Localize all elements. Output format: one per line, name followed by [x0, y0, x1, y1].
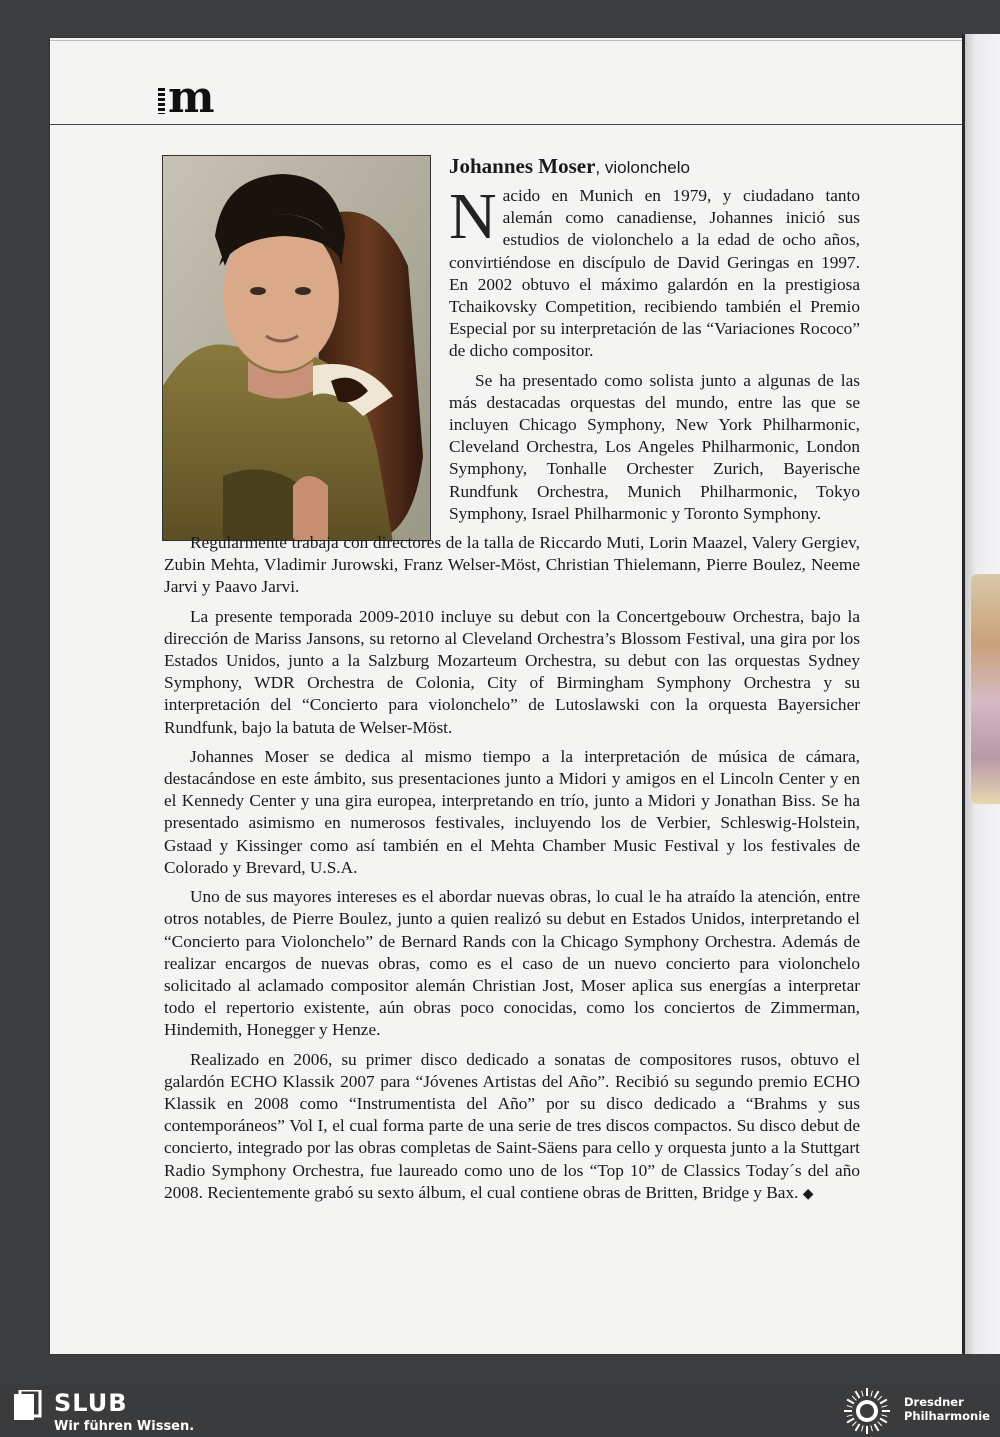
partner-name-line2: Philharmonie	[904, 1409, 990, 1423]
next-page-edge	[962, 34, 1000, 1354]
drop-cap: N	[449, 180, 497, 253]
slub-book-icon[interactable]	[12, 1390, 42, 1424]
intro-paragraph	[449, 180, 860, 363]
artist-name: Johannes Moser	[449, 154, 596, 178]
next-page-image	[971, 574, 1000, 804]
partner-name-line1: Dresdner	[904, 1395, 964, 1409]
logo-mark: m	[168, 72, 214, 123]
slub-name[interactable]: SLUB	[54, 1389, 128, 1417]
header-rule	[50, 124, 962, 125]
page-top-line	[50, 40, 962, 41]
artist-role: , violonchelo	[595, 158, 690, 177]
dresdner-philharmonie-sun-icon[interactable]	[842, 1387, 892, 1435]
paragraph-7-text: Realizado en 2006, su primer disco dedicado a sonatas de compositores rusos, obtuvo el galardón ECHO Klassik 2007 para “Jóvenes Artistas del Año”. Recibió su segundo premio ECHO Klassik en 2008 como “Instrumentista del Año” por su disco dedicado a “Brahms y sus contemporáneos” Vol I, el cual forma parte de una serie de tres discos compactos. Su disco debut de concierto, integrado por las obras completas de Saint-Säens para cello y orquesta junto a la Stuttgart Radio Symphony Orchestra, fue laureado como uno de los “Top 10” de Classics Today´s del año 2008. Recientemente grabó su sexto álbum, el cual contiene obras de Britten, Bridge y Bax.	[164, 1049, 860, 1202]
paragraph-5: Johannes Moser se dedica al mismo tiempo a la interpretación de música de cámara, destacándose en este ámbito, sus presentaciones junto a Midori y amigos en el Lincoln Center y en el Kennedy Center y una gira europea, interpretando en trío, junto a Midori y Jonathan Biss. Se ha presentado asimismo en numerosos festivales, incluyendo los de Verbier, Schleswig-Holstein, Gstaad y Kissinger como así también en el Mehta Chamber Music Festival y los festivales de Colorado y Brevard, U.S.A.	[164, 746, 860, 877]
partner-name[interactable]	[904, 1395, 990, 1423]
photo-side-column	[449, 180, 860, 525]
logo-bars-icon	[158, 88, 165, 114]
slub-tagline: Wir führen Wissen.	[54, 1419, 195, 1434]
article-heading	[449, 153, 860, 181]
paragraph-7	[164, 1049, 860, 1206]
paragraph-6: Uno de sus mayores intereses es el abordar nuevas obras, lo cual le ha atraído la atención, entre otros notables, de Pierre Boulez, junto a quien realizó su debut en Estados Unidos, interpretando el “Concierto para Violonchelo” de Bernard Rands con la Chicago Symphony Orchestra. Además de realizar encargos de nuevas obras, como es el caso de un nuevo concierto para violonchelo solicitado al aclamado compositor alemán Christian Jost, Moser aplica sus energías a interpretar todo el repertorio existente, aún obras poco conocidas, como los conciertos de Zimmerman, Hindemith, Honegger y Henze.	[164, 887, 860, 1040]
article-body	[164, 153, 860, 1213]
paragraph-4: La presente temporada 2009-2010 incluye su debut con la Concertgebouw Orchestra, bajo la dirección de Mariss Jansons, su retorno al Cleveland Orchestra’s Blossom Festival, una gira por los Estados Unidos, junto a la Salzburg Mozarteum Orchestra, su debut con las orquestas Sydney Symphony, WDR Orchestra de Colonia, City of Birmingham Symphony Orchestra y su interpretación del “Concierto para violonchelo” de Lutoslawski con la orquesta Bayersicher Rundfunk, bajo la batuta de Welser-Möst.	[164, 606, 860, 737]
viewer-footer	[0, 1385, 1000, 1437]
intro-text: acido en Munich en 1979, y ciudadano tanto alemán como canadiense, Johannes inició sus estudios de violonchelo a la edad de ocho años, convirtiéndose en discípulo de David Geringas en 1997. En 2002 obtuvo el máximo galardón en la prestigiosa Tchaikovsky Competition, recibiendo también el Premio Especial por su interpretación de las “Variaciones Rococo” de dicho compositor.	[449, 186, 860, 361]
paragraph-2: Se ha presentado como solista junto a algunas de las más destacadas orquestas del mundo, entre las que se incluyen Chicago Symphony, New York Philharmonic, Cleveland Orchestra, Los Angeles Philharmonic, London Symphony, Tonhalle Orchester Zurich, Bayerische Rundfunk Orchestra, Munich Philharmonic, Tokyo Symphony, Israel Philharmonic y Toronto Symphony.	[449, 370, 860, 523]
magazine-logo	[158, 72, 214, 123]
end-diamond-icon: ◆	[802, 1186, 814, 1202]
paragraph-3: Regularmente trabaja con directores de la talla de Riccardo Muti, Lorin Maazel, Valery Gergiev, Zubin Mehta, Vladimir Jurowski, Franz Welser-Möst, Christian Thielemann, Pierre Boulez, Neeme Jarvi y Paavo Jarvi.	[164, 533, 860, 597]
document-page	[50, 38, 962, 1354]
